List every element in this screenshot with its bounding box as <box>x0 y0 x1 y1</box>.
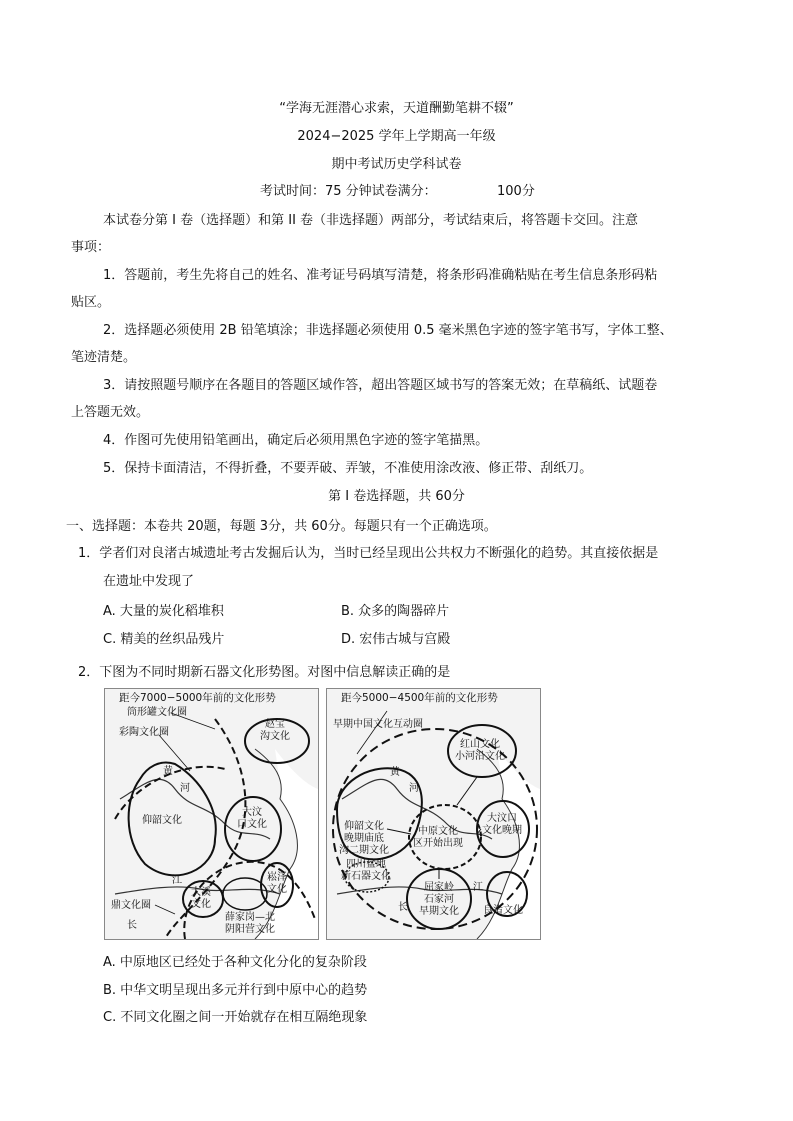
instruction-2-line-2: 笔迹清楚。 <box>71 350 137 365</box>
map-left-sea <box>255 749 318 939</box>
map-left-title: 距今7000−5000年前的文化形势 <box>119 692 276 704</box>
map-right-leader-1 <box>357 711 387 754</box>
map-right-arrow-1 <box>387 829 411 834</box>
instruction-1-line-1: 1．答题前，考生先将自己的姓名、准考证号码填写清楚，将条形码准确粘贴在考生信息条形码粘 <box>103 268 658 283</box>
map-left-label-ding: 鼎文化圈 <box>111 900 151 911</box>
map-right-label-chang: 长 <box>398 902 408 913</box>
exam-score: 100分 <box>497 184 535 199</box>
q1-stem-line-1: 1．学者们对良渚古城遗址考古发掘后认为，当时已经呈现出公共权力不断强化的趋势。其直接依据是 <box>78 546 659 561</box>
q2-option-a: A. 中原地区已经处于各种文化分化的复杂阶段 <box>103 955 367 970</box>
map-right-label-interaction-sphere: 早期中国文化互动圈 <box>333 719 423 730</box>
map-left-label-cylinder-pot: 筒形罐文化圈 <box>127 707 187 718</box>
map-left-label-painted-pottery: 彩陶文化圈 <box>119 727 169 738</box>
instruction-4: 4．作图可先使用铅笔画出，确定后必须用黑色字迹的签字笔描黑。 <box>103 433 489 448</box>
exam-year: 2024−2025 学年上学期高一年级 <box>297 129 496 144</box>
map-right-label-hongshan: 红山文化 小河沿文化 <box>455 739 505 762</box>
map-right-label-dawenkou-late: 大汶口 文化晚期 <box>482 813 522 836</box>
map-left-label-dawenkou: 大汶 口文化 <box>237 807 267 830</box>
q1-option-a: A. 大量的炭化稻堆积 <box>103 604 224 619</box>
q1-option-b: B. 众多的陶器碎片 <box>341 604 450 619</box>
map-right-label-yangshao-late: 仰韶文化 晚期庙底 沟二期文化 <box>339 821 389 856</box>
map-left-label-zhaobaogou: 赵宝 沟文化 <box>260 719 290 742</box>
map-left-label-xuejiagang: 薛家岗—北 阴阳营文化 <box>225 912 275 935</box>
q1-option-c: C. 精美的丝织品残片 <box>103 632 225 647</box>
q2-option-b: B. 中华文明呈现出多元并行到中原中心的趋势 <box>103 983 368 998</box>
q1-stem-line-2: 在遗址中发现了 <box>103 574 195 589</box>
map-left-label-daxi: 大溪 文化 <box>191 887 211 910</box>
q2-option-c: C. 不同文化圈之间一开始就存在相互隔绝现象 <box>103 1010 368 1025</box>
instruction-3-line-1: 3．请按照题号顺序在各题目的答题区域作答，超出答题区域书写的答案无效；在草稿纸、试题卷 <box>103 378 658 393</box>
instruction-2-line-1: 2．选择题必须使用 2B 铅笔填涂；非选择题必须使用 0.5 毫米黑色字迹的签字笔书写，字体工整、 <box>103 323 673 338</box>
map-left-xuejiagang-region <box>223 878 267 910</box>
map-left-label-yangshao: 仰韶文化 <box>142 815 182 826</box>
map-left-label-chang: 长 <box>127 920 137 931</box>
instruction-3-line-2: 上答题无效。 <box>71 405 150 420</box>
q1-option-d: D. 宏伟古城与宫殿 <box>341 632 451 647</box>
map-right-label-he: 河 <box>409 783 419 794</box>
motto: “学海无涯潜心求索，天道酬勤笔耕不辍” <box>279 101 514 116</box>
instruction-5: 5．保持卡面清洁，不得折叠，不要弄破、弄皱，不准使用涂改液、修正带、刮纸刀。 <box>103 461 593 476</box>
map-right-title: 距今5000−4500年前的文化形势 <box>341 692 498 704</box>
map-neolithic-5000-4500 <box>326 688 541 940</box>
map-neolithic-7000-5000 <box>104 688 319 940</box>
instruction-1-line-2: 贴区。 <box>71 295 111 310</box>
map-left-label-huang: 黄 <box>163 766 173 777</box>
exam-name: 期中考试历史学科试卷 <box>331 157 462 172</box>
map-right-label-central-plains: 中原文化 区开始出现 <box>413 826 463 849</box>
exam-time: 考试时间：75 分钟试卷满分： <box>260 184 437 199</box>
map-left-label-he: 河 <box>180 783 190 794</box>
intro-line-1: 本试卷分第 I 卷（选择题）和第 II 卷（非选择题）两部分，考试结束后，将答题卡交回。注意 <box>103 213 639 228</box>
map-right-label-jiang: 江 <box>473 882 483 893</box>
map-left-label-songze: 崧泽 文化 <box>267 872 287 895</box>
map-right-label-qujialing: 屈家岭 石家河 早期文化 <box>419 882 459 917</box>
map-left-leader-3 <box>155 905 175 914</box>
map-right-label-sichuan: 四川盆地 新石器文化 <box>341 859 391 882</box>
intro-line-2: 事项： <box>71 240 111 255</box>
map-left-label-jiang: 江 <box>172 875 182 886</box>
q2-stem: 2．下图为不同时期新石器文化形势图。对图中信息解读正确的是 <box>78 665 451 680</box>
map-right-label-huang: 黄 <box>390 767 400 778</box>
map-right-arrow-2 <box>457 777 477 805</box>
section-heading: 一、选择题：本卷共 20题，每题 3分，共 60分。每题只有一个正确选项。 <box>66 519 497 534</box>
map-right-label-liangzhu: 良渚文化 <box>483 905 523 916</box>
section-title: 第 I 卷选择题，共 60分 <box>328 489 465 504</box>
